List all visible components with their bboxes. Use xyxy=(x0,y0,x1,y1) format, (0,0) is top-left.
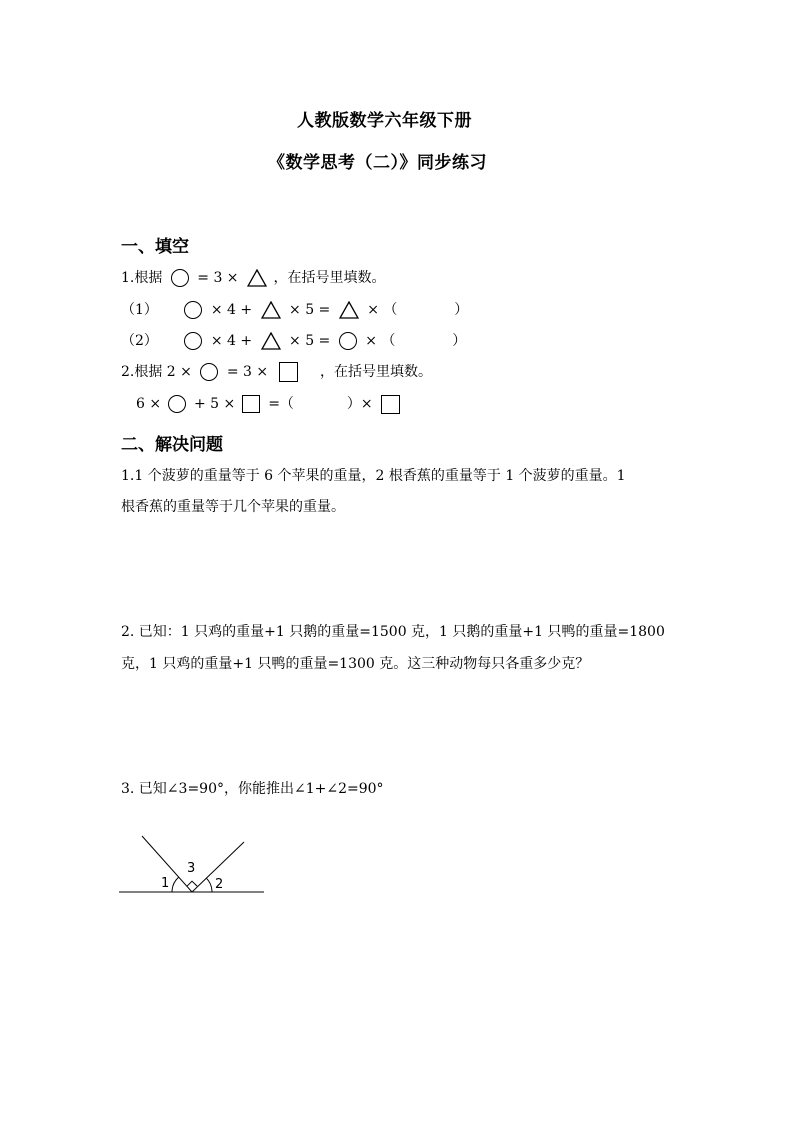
angle-label-1: 1 xyxy=(161,876,170,891)
problem-1-line-1: 1.1 个菠萝的重量等于 6 个苹果的重量，2 根香蕉的重量等于 1 个菠萝的重量。1 xyxy=(121,468,626,484)
section-heading-fill-in: 一、填空 xyxy=(121,237,189,257)
problem-3-line-1: 3. 已知∠3=90°，你能推出∠1+∠2=90° xyxy=(121,781,384,797)
q1-suffix: ，在括号里填数。 xyxy=(273,270,386,286)
sub1-a: × 4 + xyxy=(210,302,253,318)
q2-line-d: ）× xyxy=(346,396,373,412)
right-angle-marker xyxy=(187,881,197,886)
question-1-stem xyxy=(121,268,385,288)
circle-icon xyxy=(168,395,186,413)
square-icon xyxy=(381,395,400,414)
page-title: 人教版数学六年级下册 xyxy=(297,111,472,131)
question-1-sub-1 xyxy=(121,300,468,320)
question-1-sub-2 xyxy=(121,331,466,351)
triangle-icon xyxy=(261,301,281,319)
problem-2-line-1: 2. 已知：1 只鸡的重量+1 只鹅的重量=1500 克，1 只鹅的重量+1 只鸭的重量=1800 xyxy=(121,624,665,640)
angle-figure xyxy=(118,834,268,904)
problem-1-line-2: 根香蕉的重量等于几个苹果的重量。 xyxy=(121,499,345,515)
angle-2-arc xyxy=(206,878,212,892)
sub2-label: （2） xyxy=(121,333,158,349)
triangle-icon xyxy=(261,332,281,350)
q2-prefix: 2.根据 2 × xyxy=(121,364,192,380)
triangle-icon xyxy=(339,301,359,319)
angle-1-arc xyxy=(172,877,179,892)
section-heading-problem-solving: 二、解决问题 xyxy=(121,435,223,455)
sub1-b: × 5 = xyxy=(289,302,331,318)
q1-prefix: 1.根据 xyxy=(121,270,163,286)
problem-2-line-2: 克，1 只鸡的重量+1 只鸭的重量=1300 克。这三种动物每只各重多少克？ xyxy=(121,656,590,672)
circle-icon xyxy=(339,332,357,350)
sub1-c: × （ xyxy=(367,302,398,318)
q2-suffix: ，在括号里填数。 xyxy=(320,364,432,380)
sub2-a: × 4 + xyxy=(210,333,253,349)
circle-icon xyxy=(184,301,202,319)
sub2-close: ） xyxy=(452,333,467,349)
question-2-equation xyxy=(136,394,400,414)
circle-icon xyxy=(200,363,218,381)
angle-label-2: 2 xyxy=(215,877,224,892)
sub1-label: （1） xyxy=(121,302,158,318)
sub1-close: ） xyxy=(454,302,469,318)
square-icon xyxy=(242,395,260,413)
circle-icon xyxy=(171,269,189,287)
triangle-icon xyxy=(247,269,267,287)
q1-eq: = 3 × xyxy=(197,270,239,286)
q2-line-b: + 5 × xyxy=(194,396,236,412)
q2-line-c: =（ xyxy=(268,396,294,412)
q2-line-a: 6 × xyxy=(136,396,162,412)
q2-eq: = 3 × xyxy=(226,364,269,380)
angle-label-3: 3 xyxy=(187,861,196,876)
square-icon xyxy=(279,362,298,382)
page-subtitle: 《数学思考（二）》同步练习 xyxy=(268,153,487,173)
question-2-stem xyxy=(121,362,432,382)
sub2-b: × 5 = xyxy=(289,333,331,349)
sub2-c: × （ xyxy=(365,333,396,349)
circle-icon xyxy=(184,332,202,350)
